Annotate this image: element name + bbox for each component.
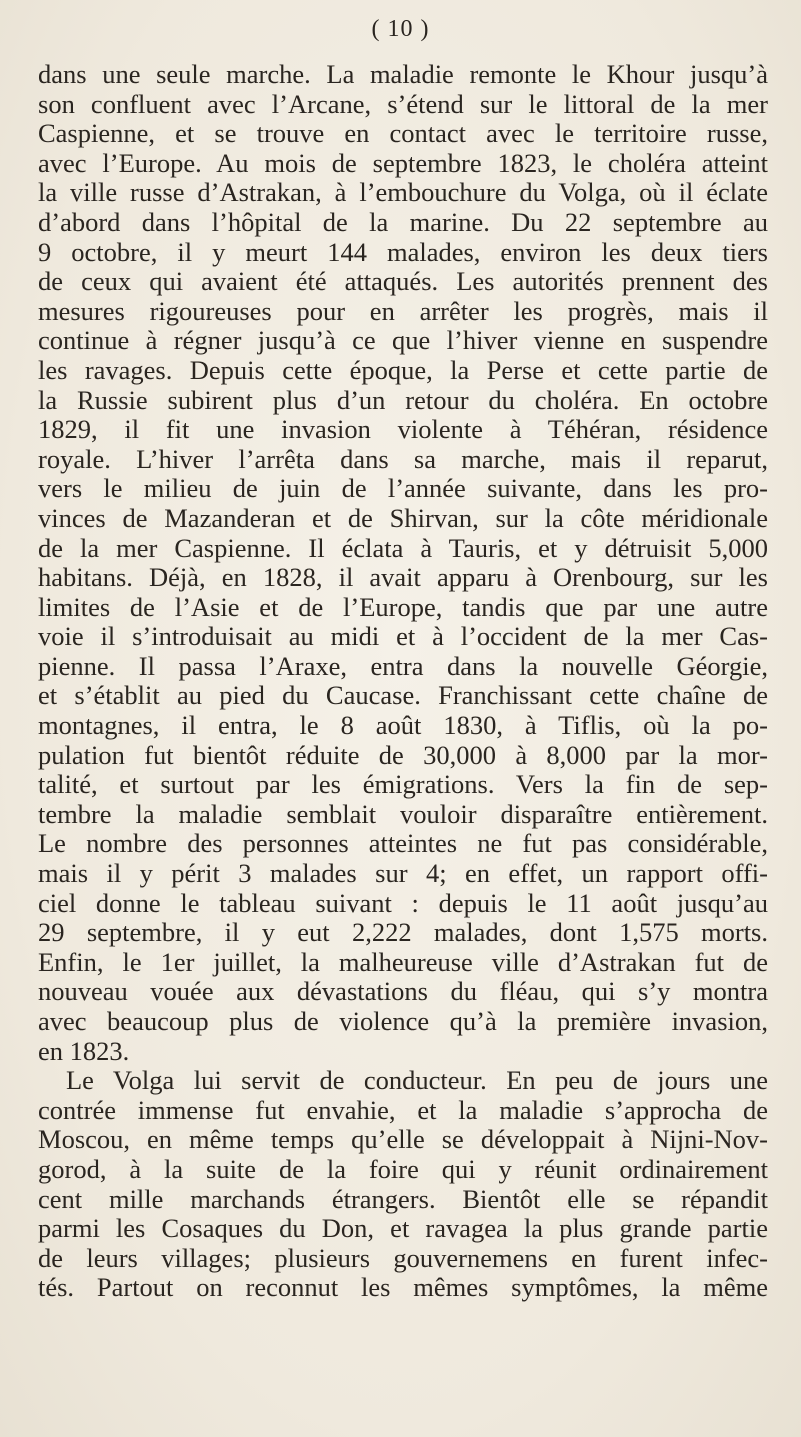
text-line: vinces de Mazanderan et de Shirvan, sur la côte méridionale: [38, 502, 768, 533]
text-line: talité, et surtout par les émigrations. Vers la fin de sep-: [38, 769, 768, 800]
text-line: Caspienne, et se trouve en contact avec le territoire russe,: [38, 118, 768, 149]
text-line: 1829, il fit une invasion violente à Téhéran, résidence: [38, 414, 768, 445]
text-line: et s’établit au pied du Caucase. Franchissant cette chaîne de: [38, 680, 768, 711]
text-line: Le nombre des personnes atteintes ne fut pas considérable,: [38, 828, 768, 859]
text-line: royale. L’hiver l’arrêta dans sa marche, mais il reparut,: [38, 443, 768, 474]
text-line: dans une seule marche. La maladie remonte le Khour jusqu’à: [38, 59, 768, 89]
text-line: 29 septembre, il y eut 2,222 malades, dont 1,575 morts.: [38, 917, 768, 948]
text-line: d’abord dans l’hôpital de la marine. Du 22 septembre au: [38, 206, 768, 237]
page-number: ( 10 ): [371, 16, 430, 42]
text-line: Enfin, le 1er juillet, la malheureuse ville d’Astrakan fut de: [38, 946, 768, 977]
text-line: habitans. Déjà, en 1828, il avait apparu à Orenbourg, sur les: [38, 562, 768, 593]
text-line: avec beaucoup plus de violence qu’à la première invasion,: [38, 1006, 768, 1036]
text-line: les ravages. Depuis cette époque, la Perse et cette partie de: [38, 354, 768, 385]
body-text: [38, 60, 768, 1303]
text-line: son confluent avec l’Arcane, s’étend sur le littoral de la mer: [38, 88, 768, 119]
text-line: tés. Partout on reconnut les mêmes symptômes, la même: [38, 1272, 768, 1303]
text-line: tembre la maladie semblait vouloir disparaître entièrement.: [38, 798, 768, 829]
text-line: avec l’Europe. Au mois de septembre 1823, le choléra atteint: [38, 147, 768, 178]
text-line: la Russie subirent plus d’un retour du choléra. En octobre: [38, 384, 768, 415]
text-line: nouveau vouée aux dévastations du fléau, qui s’y montra: [38, 976, 768, 1007]
paragraph-start-line: Le Volga lui servit de conducteur. En peu de jours une: [66, 1065, 768, 1096]
text-line: pulation fut bientôt réduite de 30,000 à 8,000 par la mor-: [38, 739, 768, 770]
text-line: gorod, à la suite de la foire qui y réunit ordinairement: [38, 1153, 768, 1184]
text-line: Moscou, en même temps qu’elle se développait à Nijni-Nov-: [38, 1124, 768, 1155]
text-line: de la mer Caspienne. Il éclata à Tauris, et y détruisit 5,000: [38, 532, 768, 563]
text-line: voie il s’introduisait au midi et à l’occident de la mer Cas-: [38, 621, 768, 652]
text-line: de ceux qui avaient été attaqués. Les autorités prennent des: [38, 266, 768, 297]
text-line: cent mille marchands étrangers. Bientôt elle se répandit: [38, 1183, 768, 1214]
text-line: parmi les Cosaques du Don, et ravagea la plus grande partie: [38, 1213, 768, 1244]
text-line: mesures rigoureuses pour en arrêter les progrès, mais il: [38, 295, 768, 326]
text-line: pienne. Il passa l’Araxe, entra dans la nouvelle Géorgie,: [38, 650, 768, 681]
text-line: montagnes, il entra, le 8 août 1830, à Tiflis, où la po-: [38, 710, 768, 741]
text-line: ciel donne le tableau suivant : depuis le 11 août jusqu’au: [38, 887, 768, 918]
text-line: la ville russe d’Astrakan, à l’embouchure du Volga, où il éclate: [38, 177, 768, 208]
text-line: vers le milieu de juin de l’année suivante, dans les pro-: [38, 473, 768, 504]
text-line: 9 octobre, il y meurt 144 malades, environ les deux tiers: [38, 236, 768, 267]
text-line: de leurs villages; plusieurs gouvernemens en furent infec-: [38, 1242, 768, 1273]
text-line: continue à régner jusqu’à ce que l’hiver vienne en suspendre: [38, 325, 768, 356]
text-line: mais il y périt 3 malades sur 4; en effet, un rapport offi-: [38, 858, 768, 889]
text-line: limites de l’Asie et de l’Europe, tandis que par une autre: [38, 591, 768, 622]
text-line: contrée immense fut envahie, et la maladie s’approcha de: [38, 1094, 768, 1125]
paragraph-end-line: en 1823.: [38, 1035, 130, 1066]
